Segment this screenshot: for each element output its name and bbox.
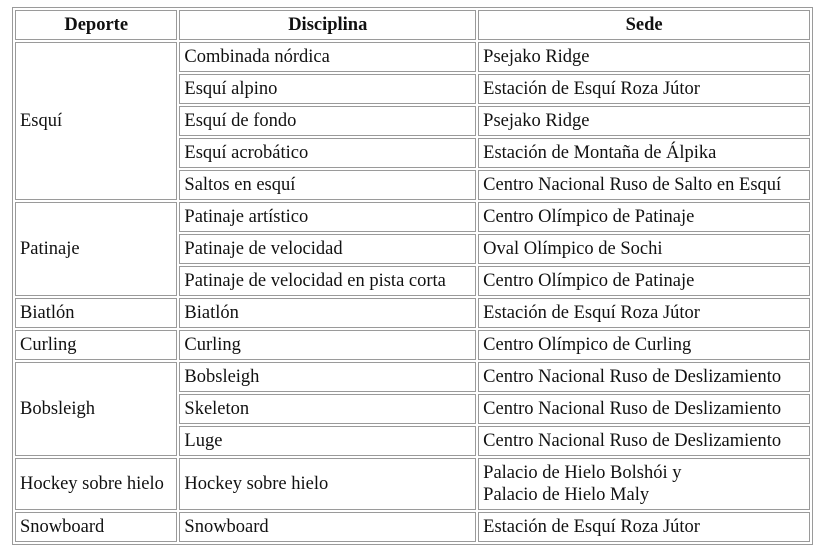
discipline-cell: Patinaje de velocidad en pista corta: [179, 266, 476, 296]
venue-cell: Estación de Esquí Roza Jútor: [478, 74, 810, 104]
header-discipline: Disciplina: [179, 10, 476, 40]
discipline-cell: Bobsleigh: [179, 362, 476, 392]
table-row: [15, 330, 810, 360]
table-row: [15, 298, 810, 328]
table-row: [15, 202, 810, 232]
discipline-cell: Esquí acrobático: [179, 138, 476, 168]
venue-cell: Centro Nacional Ruso de Deslizamiento: [478, 426, 810, 456]
header-venue: Sede: [478, 10, 810, 40]
table-header-row: [15, 10, 810, 40]
venue-cell: Centro Nacional Ruso de Salto en Esquí: [478, 170, 810, 200]
discipline-cell: Esquí de fondo: [179, 106, 476, 136]
discipline-cell: Biatlón: [179, 298, 476, 328]
discipline-cell: Combinada nórdica: [179, 42, 476, 72]
discipline-cell: Skeleton: [179, 394, 476, 424]
venue-cell: Centro Olímpico de Patinaje: [478, 202, 810, 232]
venue-cell: Psejako Ridge: [478, 106, 810, 136]
venue-cell: Centro Olímpico de Curling: [478, 330, 810, 360]
sport-cell: Curling: [15, 330, 177, 360]
sport-cell: Snowboard: [15, 512, 177, 542]
discipline-cell: Snowboard: [179, 512, 476, 542]
discipline-cell: Hockey sobre hielo: [179, 458, 476, 510]
venue-line: Palacio de Hielo Bolshói y: [483, 463, 682, 483]
table-body: [15, 42, 810, 542]
discipline-cell: Saltos en esquí: [179, 170, 476, 200]
table-row: [15, 42, 810, 72]
header-sport: Deporte: [15, 10, 177, 40]
sport-cell: Bobsleigh: [15, 362, 177, 456]
venue-cell: Centro Nacional Ruso de Deslizamiento: [478, 362, 810, 392]
venue-cell: Centro Nacional Ruso de Deslizamiento: [478, 394, 810, 424]
discipline-cell: Patinaje artístico: [179, 202, 476, 232]
discipline-cell: Luge: [179, 426, 476, 456]
venue-cell: Centro Olímpico de Patinaje: [478, 266, 810, 296]
sport-cell: Patinaje: [15, 202, 177, 296]
sport-cell: Biatlón: [15, 298, 177, 328]
venue-cell: Estación de Esquí Roza Jútor: [478, 298, 810, 328]
sport-cell: Esquí: [15, 42, 177, 200]
discipline-cell: Esquí alpino: [179, 74, 476, 104]
venue-cell: Oval Olímpico de Sochi: [478, 234, 810, 264]
sports-venues-table: [12, 7, 813, 545]
discipline-cell: Patinaje de velocidad: [179, 234, 476, 264]
venue-cell: [478, 458, 810, 510]
venue-cell: Estación de Montaña de Álpika: [478, 138, 810, 168]
sport-cell: Hockey sobre hielo: [15, 458, 177, 510]
table-row: [15, 362, 810, 392]
table-row: [15, 512, 810, 542]
venue-cell: Estación de Esquí Roza Jútor: [478, 512, 810, 542]
discipline-cell: Curling: [179, 330, 476, 360]
venue-cell: Psejako Ridge: [478, 42, 810, 72]
table-row: [15, 458, 810, 510]
venue-line: Palacio de Hielo Maly: [483, 485, 650, 505]
